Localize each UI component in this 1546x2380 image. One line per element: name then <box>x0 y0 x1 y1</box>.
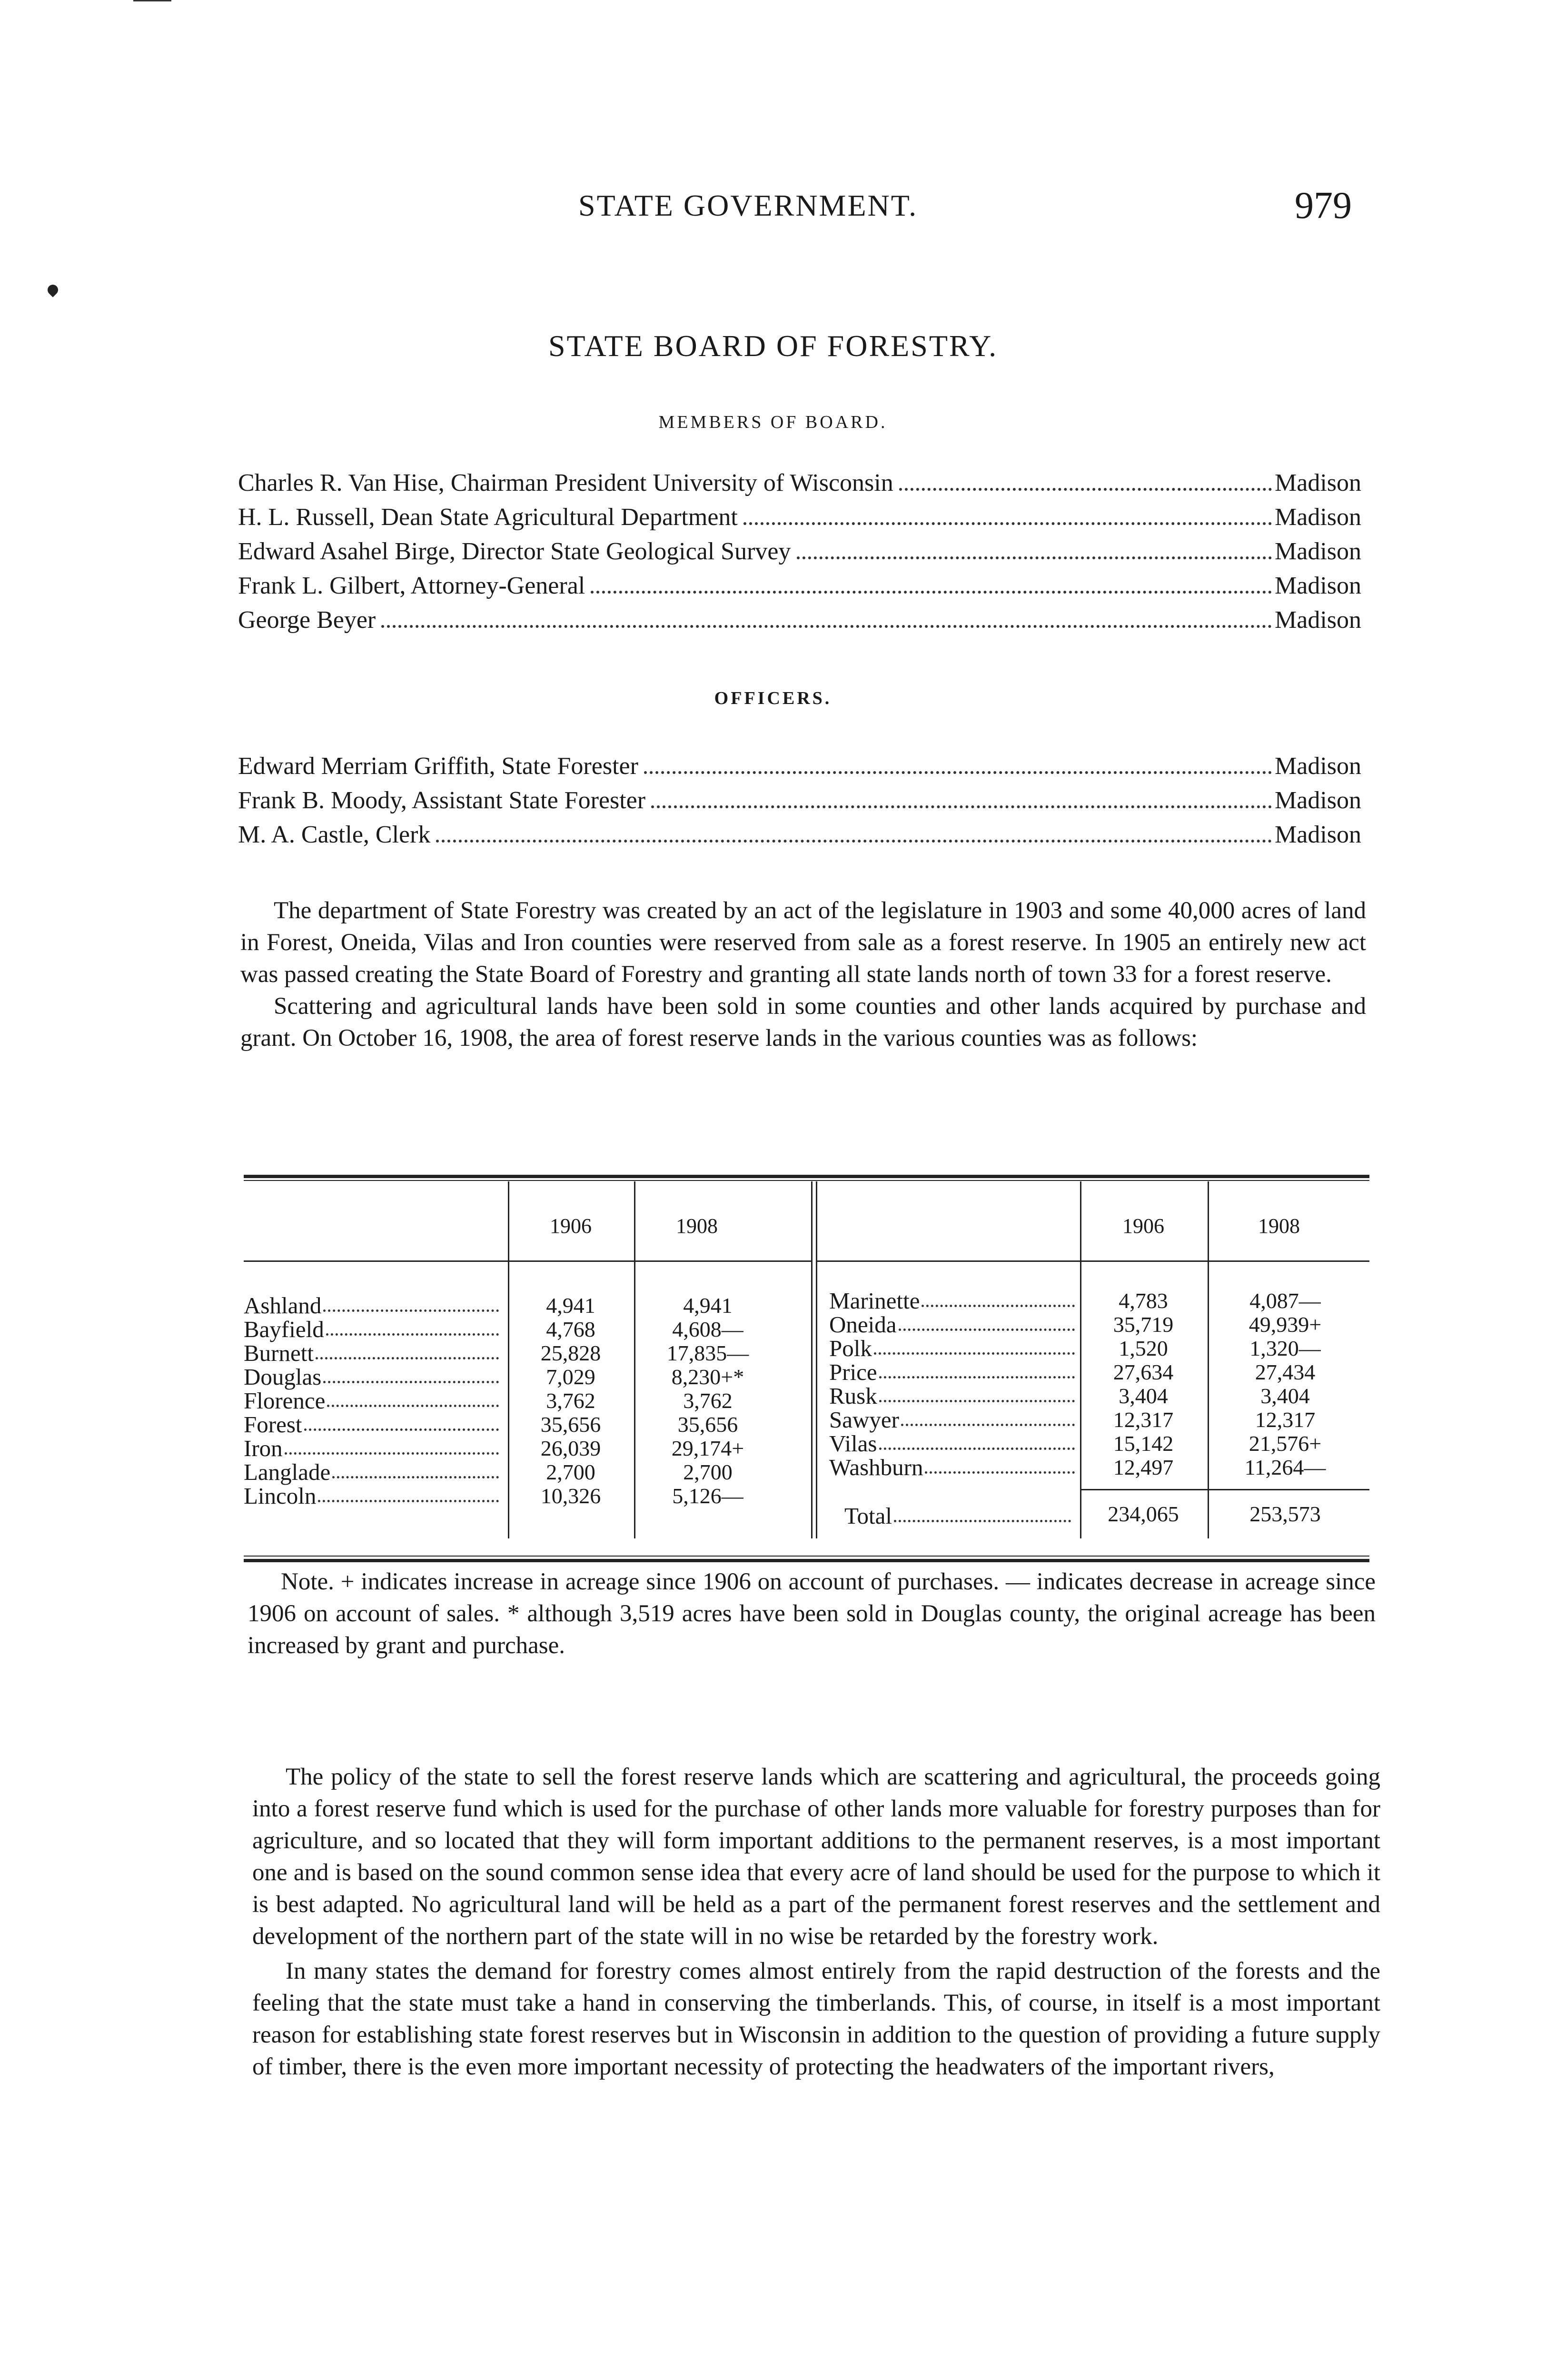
member-name: George Beyer <box>238 606 376 634</box>
acreage-cell: 49,939+ <box>1249 1312 1322 1337</box>
total-1906 <box>1084 1502 1203 1526</box>
acreage-cell: 3,762 <box>546 1388 595 1413</box>
acreage-cell: 2,700 <box>683 1460 733 1484</box>
county-name-cell: Washburn <box>829 1456 1077 1479</box>
officer-place: Madison <box>1275 787 1361 814</box>
members-list <box>238 469 1361 640</box>
intro-paragraph: Scattering and agricultural lands have been sold in some counties and other lands acquired by purchase and grant. On October 16, 1908, the area of forest reserve lands in the various counties was as follows: <box>240 993 1366 1051</box>
intro-text <box>240 895 1366 1054</box>
acreage-cell: 25,828 <box>540 1341 601 1365</box>
member-place: Madison <box>1275 504 1361 531</box>
member-name: Charles R. Van Hise, Chairman President University of Wisconsin <box>238 469 893 496</box>
dot-leader <box>591 591 1272 594</box>
column-divider <box>811 1181 813 1538</box>
acreage-cell: 21,576+ <box>1249 1431 1322 1456</box>
header-rule-left <box>244 1260 811 1262</box>
total-1908 <box>1226 1502 1345 1526</box>
county-name-cell: Florence <box>244 1389 501 1413</box>
county-name-cell: Ashland <box>244 1294 501 1318</box>
dot-leader <box>743 522 1272 525</box>
county-name-cell: Rusk <box>829 1384 1077 1408</box>
member-place: Madison <box>1275 538 1361 565</box>
acreage-cell: 4,608— <box>672 1317 743 1341</box>
member-place: Madison <box>1275 469 1361 496</box>
acreage-cell: 27,434 <box>1255 1360 1316 1384</box>
header-rule-right <box>816 1260 1369 1262</box>
dot-leader <box>651 805 1272 808</box>
county-name-cell: Douglas <box>244 1365 501 1389</box>
total-rule <box>1080 1489 1369 1490</box>
policy-paragraph: The policy of the state to sell the forest reserve lands which are scattering and agricultural, the proceeds going into a forest reserve fund which is used for the purchase of other lands more valuable for forestry purposes than for agriculture, and so located that they will form important additions to the permanent reserves, is a most important one and is based on the sound common sense idea that every acre of land should be used for the purpose to which it is best adapted. No agricultural land will be held as a part of the permanent forest reserves and the settlement and development of the northern part of the state will in no wise be retarded by the forestry work. <box>252 1764 1380 1950</box>
total-label <box>844 1504 1073 1528</box>
members-heading: MEMBERS OF BOARD. <box>658 412 888 432</box>
member-row <box>238 537 1361 572</box>
member-row <box>238 503 1361 537</box>
officers-heading: OFFICERS. <box>714 688 832 708</box>
left-county-column <box>244 1294 501 1508</box>
county-name-cell: Price <box>829 1360 1077 1384</box>
column-divider <box>1080 1181 1081 1538</box>
acreage-cell: 12,317 <box>1255 1408 1316 1432</box>
acreage-cell: 35,719 <box>1113 1312 1174 1337</box>
acreage-cell: 17,835— <box>666 1341 749 1365</box>
member-place: Madison <box>1275 606 1361 634</box>
county-name-cell: Iron <box>244 1437 501 1460</box>
acreage-cell: 12,497 <box>1113 1455 1174 1479</box>
right-1908-column <box>1226 1289 1345 1479</box>
page-number: 979 <box>1295 185 1352 227</box>
officer-name: Edward Merriam Griffith, State Forester <box>238 753 638 780</box>
acreage-cell: 26,039 <box>540 1436 601 1460</box>
running-title: STATE GOVERNMENT. <box>578 188 918 222</box>
county-name-cell: Vilas <box>829 1432 1077 1456</box>
right-county-column <box>829 1289 1077 1479</box>
page-title: STATE BOARD OF FORESTRY. <box>548 329 998 363</box>
officer-place: Madison <box>1275 753 1361 780</box>
dot-leader <box>644 771 1272 774</box>
county-name-cell: Burnett <box>244 1341 501 1365</box>
member-row <box>238 606 1361 640</box>
table-note <box>248 1566 1376 1662</box>
acreage-cell: 4,087— <box>1249 1289 1321 1313</box>
county-name-cell: Forest <box>244 1413 501 1437</box>
member-row <box>238 469 1361 503</box>
acreage-cell: 4,768 <box>546 1317 595 1341</box>
acreage-cell: 35,656 <box>540 1412 601 1437</box>
acreage-cell: 8,230+* <box>671 1365 744 1389</box>
column-divider <box>1208 1181 1209 1538</box>
county-name-cell: Marinette <box>829 1289 1077 1313</box>
member-name: Edward Asahel Birge, Director State Geological Survey <box>238 538 791 565</box>
acreage-cell: 3,404 <box>1119 1384 1168 1408</box>
header-1908-left: 1908 <box>676 1214 718 1238</box>
dot-leader <box>797 556 1272 559</box>
acreage-cell: 3,404 <box>1260 1384 1310 1408</box>
county-name-cell: Oneida <box>829 1313 1077 1337</box>
column-divider <box>816 1181 817 1538</box>
acreage-cell: 15,142 <box>1113 1431 1174 1456</box>
officer-name: M. A. Castle, Clerk <box>238 821 431 848</box>
header-1906-left: 1906 <box>550 1214 592 1238</box>
dot-leader <box>436 840 1272 843</box>
officer-row <box>238 786 1361 821</box>
member-place: Madison <box>1275 572 1361 599</box>
total-label-text: Total <box>844 1503 892 1529</box>
acreage-cell: 12,317 <box>1113 1408 1174 1432</box>
acreage-cell: 4,941 <box>546 1293 595 1318</box>
right-1906-column <box>1084 1289 1203 1479</box>
officer-place: Madison <box>1275 821 1361 848</box>
dot-leader <box>381 625 1272 628</box>
policy-paragraph: In many states the demand for forestry comes almost entirely from the rapid destruction of the forests and the feeling that the state must take a hand in conserving the timberlands. This, of course, in itself is a most important reason for establishing state forest reserves but in Wisconsin in addition to the question of providing a future supply of timber, there is the even more important necessity of protecting the headwaters of the important rivers, <box>252 1958 1380 2080</box>
margin-mark <box>45 282 60 297</box>
total-cell: 253,573 <box>1249 1502 1321 1526</box>
policy-text <box>252 1761 1380 2083</box>
table-bottom-rule-thin <box>244 1556 1369 1557</box>
officer-row <box>238 752 1361 786</box>
header-1908-right: 1908 <box>1258 1214 1300 1238</box>
note-paragraph: Note. + indicates increase in acreage since 1906 on account of purchases. — indicates decrease in acreage since 1906 on account of sales. * although 3,519 acres have been sold in Douglas county, the original acreage has been increased by grant and purchase. <box>248 1568 1376 1659</box>
acreage-cell: 27,634 <box>1113 1360 1174 1384</box>
member-name: H. L. Russell, Dean State Agricultural Department <box>238 504 738 531</box>
county-name-cell: Lincoln <box>244 1484 501 1508</box>
officer-row <box>238 821 1361 855</box>
forest-reserve-table <box>244 1175 1369 1575</box>
table-bottom-rule <box>244 1559 1369 1562</box>
county-name-cell: Polk <box>829 1337 1077 1360</box>
acreage-cell: 5,126— <box>672 1484 743 1508</box>
acreage-cell: 29,174+ <box>671 1436 744 1460</box>
header-1906-right: 1906 <box>1122 1214 1164 1238</box>
county-name-cell: Langlade <box>244 1460 501 1484</box>
table-top-rule-thin <box>244 1180 1369 1181</box>
dot-leader <box>899 488 1272 491</box>
column-divider <box>508 1181 509 1538</box>
acreage-cell: 35,656 <box>677 1412 738 1437</box>
acreage-cell: 4,941 <box>683 1293 733 1318</box>
left-1906-column <box>511 1294 630 1508</box>
intro-paragraph: The department of State Forestry was created by an act of the legislature in 1903 and some 40,000 acres of land in Forest, Oneida, Vilas and Iron counties were reserved from sale as a forest reserve. In 1905 an entirely new act was passed creating the State Board of Forestry and granting all state lands north of town 33 for a forest reserve. <box>240 897 1366 988</box>
acreage-cell: 3,762 <box>683 1388 733 1413</box>
acreage-cell: 1,320— <box>1249 1336 1321 1360</box>
table-top-rule <box>244 1175 1369 1178</box>
acreage-cell: 10,326 <box>540 1484 601 1508</box>
total-cell: 234,065 <box>1108 1502 1179 1526</box>
acreage-cell: 7,029 <box>546 1365 595 1389</box>
acreage-cell: 4,783 <box>1119 1289 1168 1313</box>
acreage-cell: 11,264— <box>1244 1455 1326 1479</box>
member-row <box>238 572 1361 606</box>
left-1908-column <box>648 1294 767 1508</box>
acreage-cell: 2,700 <box>546 1460 595 1484</box>
column-divider <box>634 1181 635 1538</box>
county-name-cell: Sawyer <box>829 1408 1077 1432</box>
county-name-cell: Bayfield <box>244 1318 501 1341</box>
officer-name: Frank B. Moody, Assistant State Forester <box>238 787 646 814</box>
member-name: Frank L. Gilbert, Attorney-General <box>238 572 585 599</box>
acreage-cell: 1,520 <box>1119 1336 1168 1360</box>
corner-rule <box>133 0 171 1</box>
officers-list <box>238 752 1361 855</box>
